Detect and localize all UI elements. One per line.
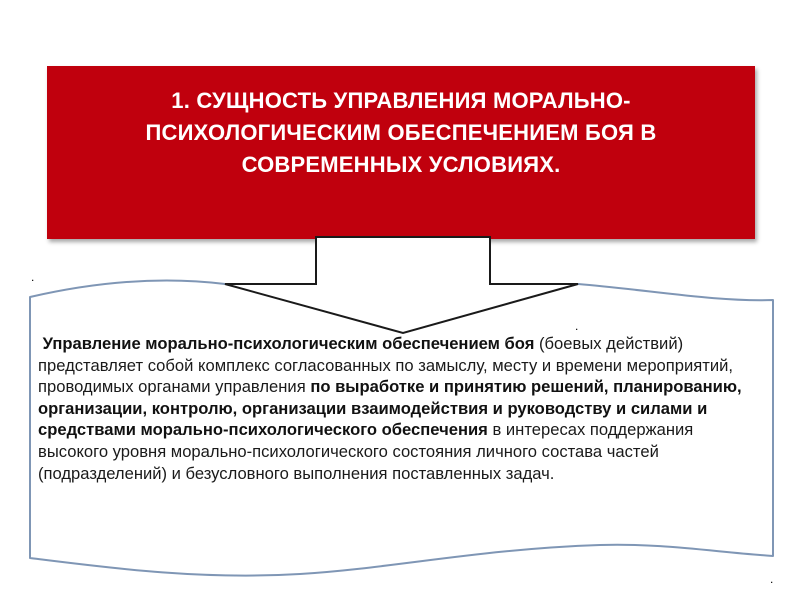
definition-paragraph — [38, 333, 758, 484]
defined-term: Управление морально-психологическим обеспечением боя — [42, 334, 535, 353]
dot-marker: . — [31, 270, 35, 284]
definition-text-end: в интересах поддержания высокого уровня морально-психологического состояния личного состава частей (подразделений) и безусловного выполнения поставленных задач. — [38, 420, 694, 483]
slide-title: 1. СУЩНОСТЬ УПРАВЛЕНИЯ МОРАЛЬНО-ПСИХОЛОГИЧЕСКИМ ОБЕСПЕЧЕНИЕМ БОЯ В СОВРЕМЕННЫХ УСЛОВИЯХ. — [145, 87, 657, 177]
definition-emphasis: по выработке и принятию решений, планированию, организации, контролю, организации взаимодействия и руководству и силами и средствами морально-психологического обеспечения — [38, 377, 742, 440]
dot-marker: . — [575, 319, 579, 333]
dot-marker: . — [770, 572, 774, 586]
definition-text: (боевых действий) представляет собой комплекс согласованных по замыслу, месту и времени мероприятий, проводимых органами управления — [38, 334, 733, 397]
